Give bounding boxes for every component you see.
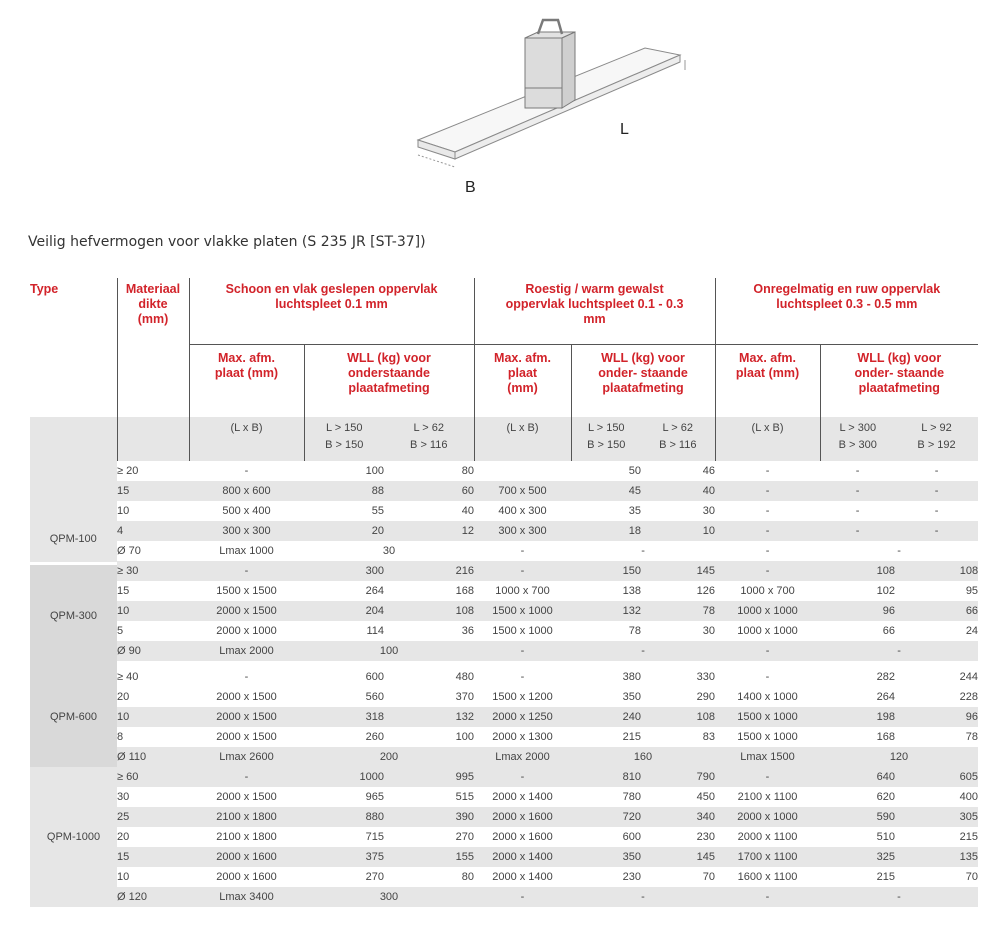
- table-cell: 715: [365, 831, 384, 843]
- table-cell: 400: [959, 791, 978, 803]
- type-label-qpm-300: QPM-300: [49, 610, 98, 622]
- subheader-cell: B > 300: [820, 439, 895, 461]
- table-cell: 78: [965, 731, 978, 743]
- table-cell: 282: [876, 671, 895, 683]
- table-cell: -: [520, 545, 525, 557]
- table-cell: 2000 x 1300: [492, 731, 553, 743]
- table-cell: 1500 x 1200: [492, 691, 553, 703]
- table-row: [30, 727, 978, 747]
- table-row: [30, 687, 978, 707]
- table-cell: 560: [365, 691, 384, 703]
- table-cell: 60: [384, 481, 474, 501]
- subheader-cell: [474, 439, 571, 461]
- table-cell: ≥ 30: [117, 561, 189, 581]
- header-group-clean: Schoon en vlak geslepen oppervlak luchtspleet 0.1 mm: [189, 278, 474, 345]
- table-cell: 15: [117, 847, 189, 867]
- table-cell: 198: [820, 707, 895, 727]
- table-row: [30, 641, 978, 661]
- table-row: [30, 581, 978, 601]
- table-cell: 2000 x 1500: [216, 791, 277, 803]
- table-cell: 2000 x 1600: [492, 831, 553, 843]
- table-cell: 2000 x 1500: [189, 707, 304, 727]
- table-cell: -: [715, 521, 820, 541]
- dimension-label-l: L: [620, 121, 629, 138]
- table-cell: 5: [117, 625, 124, 637]
- table-cell: [474, 461, 571, 481]
- table-cell: 230: [622, 871, 641, 883]
- table-cell: 995: [384, 767, 474, 787]
- table-cell: Ø 90: [117, 641, 189, 661]
- table-cell: 24: [965, 625, 979, 637]
- table-cell: 1500 x 1000: [737, 731, 798, 743]
- table-cell: Lmax 1000: [219, 545, 274, 557]
- table-cell: 1500 x 1000: [715, 707, 820, 727]
- subheader-lxb-2: (L x B): [474, 417, 571, 439]
- table-cell: 15: [117, 481, 189, 501]
- header-max-afm-3: Max. afm. plaat (mm): [715, 345, 820, 418]
- table-cell: -: [571, 887, 715, 907]
- header-group-rusty: Roestig / warm gewalst oppervlak luchtspleet 0.1 - 0.3 mm: [474, 278, 715, 345]
- table-cell: -: [715, 887, 820, 907]
- table-cell: 1000 x 1000: [737, 625, 798, 637]
- type-cell-qpm-600: QPM-600: [30, 667, 117, 767]
- table-cell: 46: [702, 465, 716, 477]
- header-type: Type: [30, 282, 59, 296]
- table-cell: 2000 x 1100: [737, 831, 798, 843]
- table-cell: 325: [820, 847, 895, 867]
- table-cell: 20: [117, 691, 130, 703]
- table-cell: 264: [365, 585, 384, 597]
- table-cell: 20: [304, 521, 384, 541]
- table-row: [30, 481, 978, 501]
- magnet-drawing: [525, 20, 575, 108]
- table-cell: -: [765, 671, 770, 683]
- table-cell: 1600 x 1100: [737, 871, 798, 883]
- table-cell: 370: [455, 691, 474, 703]
- header-max-afm-1: Max. afm. plaat (mm): [189, 345, 304, 418]
- table-cell: 300: [304, 561, 384, 581]
- table-cell: 25: [117, 807, 189, 827]
- subheader-cell: L > 150: [304, 417, 384, 439]
- table-cell: 2100 x 1800: [216, 831, 277, 843]
- table-cell: 600: [365, 671, 384, 683]
- subheader-lxb-1: (L x B): [189, 417, 304, 439]
- table-cell: -: [765, 465, 770, 477]
- table-cell: 114: [366, 625, 384, 637]
- table-cell: Lmax 3400: [189, 887, 304, 907]
- table-cell: 1000 x 700: [495, 585, 550, 597]
- table-cell: 390: [384, 807, 474, 827]
- table-cell: 168: [455, 585, 475, 597]
- table-cell: 10: [117, 601, 189, 621]
- table-cell: 700 x 500: [474, 481, 571, 501]
- table-cell: 380: [622, 671, 641, 683]
- subheader-lxb-3: (L x B): [715, 417, 820, 439]
- table-cell: -: [855, 505, 860, 517]
- table-cell: -: [820, 641, 978, 661]
- table-cell: -: [189, 561, 304, 581]
- table-cell: 300 x 300: [474, 521, 571, 541]
- plate-diagram: [400, 0, 700, 200]
- table-row: [30, 501, 978, 521]
- header-wll-2: WLL (kg) voor onder- staande plaatafmeting: [571, 345, 715, 418]
- table-title: Veilig hefvermogen voor vlakke platen (S 235 JR [ST-37]): [28, 234, 426, 250]
- table-cell: 2000 x 1600: [189, 847, 304, 867]
- table-cell: 270: [455, 831, 474, 843]
- table-cell: -: [571, 641, 715, 661]
- subheader-cell: B > 116: [641, 439, 715, 461]
- table-row: [30, 787, 978, 807]
- subheader-cell: L > 150: [571, 417, 641, 439]
- subheader-cell: L > 92: [895, 417, 978, 439]
- table-cell: -: [715, 561, 820, 581]
- table-cell: ≥ 40: [117, 671, 139, 683]
- table-cell: 2000 x 1500: [216, 731, 277, 743]
- table-cell: 318: [304, 707, 384, 727]
- table-cell: -: [244, 671, 249, 683]
- header-wll-1: WLL (kg) voor onderstaande plaatafmeting: [304, 345, 474, 418]
- table-cell: 2000 x 1400: [474, 847, 571, 867]
- table-cell: 620: [876, 791, 895, 803]
- table-cell: Lmax 2000: [189, 641, 304, 661]
- table-cell: 1400 x 1000: [737, 691, 798, 703]
- table-cell: ≥ 60: [117, 767, 189, 787]
- table-cell: -: [820, 481, 895, 501]
- table-cell: 18: [571, 521, 641, 541]
- table-cell: 216: [384, 561, 474, 581]
- type-cell-qpm-1000: QPM-1000: [30, 767, 117, 907]
- table-cell: 102: [876, 585, 896, 597]
- table-cell: 100: [365, 465, 384, 477]
- table-cell: 2000 x 1000: [715, 807, 820, 827]
- table-cell: 810: [571, 767, 641, 787]
- table-cell: 10: [117, 871, 130, 883]
- table-row: [30, 621, 978, 641]
- table-cell: 600: [622, 831, 641, 843]
- table-cell: 215: [876, 871, 895, 883]
- table-row: [30, 767, 978, 787]
- table-cell: 2000 x 1400: [492, 871, 553, 883]
- table-cell: 780: [622, 791, 641, 803]
- table-cell: 35: [628, 505, 642, 517]
- table-cell: 132: [384, 707, 474, 727]
- table-cell: 1500 x 1000: [492, 625, 553, 637]
- table-cell: 20: [117, 831, 130, 843]
- capacity-table-continued: [30, 667, 978, 907]
- table-cell: 80: [461, 871, 474, 883]
- table-cell: 515: [455, 791, 474, 803]
- table-cell: 108: [384, 601, 474, 621]
- subheader-cell: B > 150: [571, 439, 641, 461]
- table-cell: Ø 70: [117, 545, 141, 557]
- header-row-1: [30, 278, 978, 345]
- header-material-thickness: Materiaal dikte (mm): [117, 278, 189, 417]
- table-row: [30, 827, 978, 847]
- table-cell: 228: [959, 691, 978, 703]
- table-cell: 300 x 300: [189, 521, 304, 541]
- table-cell: 300: [304, 887, 474, 907]
- table-cell: 78: [628, 625, 642, 637]
- table-cell: 30: [702, 505, 716, 517]
- table-cell: 264: [876, 691, 895, 703]
- table-cell: 135: [895, 847, 978, 867]
- table-cell: 10: [641, 521, 715, 541]
- subheader-cell: L > 300: [820, 417, 895, 439]
- table-cell: 15: [117, 585, 130, 597]
- table-cell: Lmax 2000: [474, 747, 571, 767]
- table-cell: Ø 110: [117, 747, 189, 767]
- subheader-row-1: [30, 417, 978, 439]
- table-cell: -: [189, 767, 304, 787]
- table-cell: 240: [571, 707, 641, 727]
- table-cell: 10: [117, 505, 130, 517]
- table-cell: 88: [304, 481, 384, 501]
- table-cell: 375: [304, 847, 384, 867]
- table-cell: 204: [304, 601, 384, 621]
- table-cell: 720: [571, 807, 641, 827]
- header-max-afm-2: Max. afm. plaat (mm): [474, 345, 571, 418]
- table-cell: 45: [571, 481, 641, 501]
- table-cell: -: [474, 641, 571, 661]
- table-cell: 30: [702, 625, 716, 637]
- table-cell: 2000 x 1500: [216, 691, 277, 703]
- table-cell: 2000 x 1600: [474, 807, 571, 827]
- table-cell: 215: [959, 831, 978, 843]
- table-cell: 260: [365, 731, 384, 743]
- table-cell: 36: [461, 625, 475, 637]
- table-cell: 2000 x 1500: [189, 601, 304, 621]
- table-cell: 160: [571, 747, 715, 767]
- table-cell: 2000 x 1600: [216, 871, 277, 883]
- table-cell: 66: [895, 601, 978, 621]
- table-cell: 2000 x 1250: [474, 707, 571, 727]
- table-cell: 126: [696, 585, 716, 597]
- table-cell: -: [897, 545, 901, 557]
- table-cell: 1500 x 1500: [216, 585, 277, 597]
- table-cell: 145: [641, 847, 715, 867]
- table-cell: -: [820, 887, 978, 907]
- table-cell: 450: [696, 791, 715, 803]
- table-cell: 132: [571, 601, 641, 621]
- table-cell: 10: [117, 707, 189, 727]
- table-cell: 1000 x 700: [740, 585, 795, 597]
- table-cell: 150: [571, 561, 641, 581]
- table-cell: 965: [365, 791, 384, 803]
- table-cell: ≥ 20: [117, 465, 139, 477]
- table-cell: Lmax 1500: [715, 747, 820, 767]
- table-cell: 640: [820, 767, 895, 787]
- table-cell: -: [934, 505, 939, 517]
- table-cell: 305: [895, 807, 978, 827]
- table-row: [30, 707, 978, 727]
- table-cell: 70: [702, 871, 715, 883]
- table-cell: 12: [384, 521, 474, 541]
- table-cell: 96: [895, 707, 978, 727]
- table-cell: 108: [820, 561, 895, 581]
- table-cell: 270: [365, 871, 384, 883]
- table-cell: 2000 x 1400: [492, 791, 553, 803]
- table-row: [30, 667, 978, 687]
- table-cell: 80: [461, 465, 475, 477]
- table-cell: 790: [641, 767, 715, 787]
- table-cell: 40: [461, 505, 475, 517]
- table-cell: 145: [641, 561, 715, 581]
- subheader-blank: [117, 417, 189, 461]
- type-cell-qpm-100: QPM-100: [30, 417, 117, 661]
- table-cell: 66: [882, 625, 896, 637]
- table-cell: -: [715, 767, 820, 787]
- table-cell: 230: [696, 831, 715, 843]
- table-cell: Lmax 2600: [189, 747, 304, 767]
- subheader-cell: B > 192: [895, 439, 978, 461]
- table-cell: 330: [696, 671, 715, 683]
- table-cell: 1500 x 1000: [474, 601, 571, 621]
- table-cell: 400 x 300: [498, 505, 547, 517]
- table-cell: -: [474, 561, 571, 581]
- table-cell: 510: [876, 831, 895, 843]
- table-cell: -: [715, 481, 820, 501]
- table-cell: 8: [117, 731, 124, 743]
- table-cell: 350: [622, 691, 641, 703]
- table-cell: 40: [641, 481, 715, 501]
- table-cell: 1000 x 1000: [715, 601, 820, 621]
- table-cell: 800 x 600: [189, 481, 304, 501]
- table-cell: 95: [965, 585, 979, 597]
- table-cell: 108: [895, 561, 978, 581]
- table-cell: -: [934, 465, 939, 477]
- table-cell: 1700 x 1100: [715, 847, 820, 867]
- table-row: [30, 747, 978, 767]
- table-cell: 155: [384, 847, 474, 867]
- table-cell: 244: [959, 671, 978, 683]
- table-cell: 480: [455, 671, 474, 683]
- table-cell: 2100 x 1800: [189, 807, 304, 827]
- table-cell: 290: [696, 691, 715, 703]
- table-cell: 2100 x 1100: [737, 791, 798, 803]
- table-cell: -: [715, 641, 820, 661]
- subheader-cell: B > 150: [304, 439, 384, 461]
- table-cell: 215: [622, 731, 641, 743]
- table-row: [30, 541, 978, 561]
- table-cell: -: [474, 887, 571, 907]
- table-cell: 78: [641, 601, 715, 621]
- table-row: [30, 887, 978, 907]
- table-cell: 30: [382, 545, 396, 557]
- table-row: [30, 561, 978, 581]
- capacity-table: [30, 278, 978, 661]
- table-cell: -: [520, 671, 525, 683]
- table-cell: 200: [304, 747, 474, 767]
- table-cell: 1000: [304, 767, 384, 787]
- table-row: [30, 807, 978, 827]
- table-cell: -: [641, 545, 645, 557]
- table-cell: 138: [622, 585, 642, 597]
- type-cell-qpm-300: [30, 562, 117, 667]
- subheader-cell: L > 62: [641, 417, 715, 439]
- table-cell: 880: [304, 807, 384, 827]
- header-wll-3: WLL (kg) voor onder- staande plaatafmeting: [820, 345, 978, 418]
- header-group-rough: Onregelmatig en ruw oppervlak luchtspleet 0.3 - 0.5 mm: [715, 278, 978, 345]
- table-cell: 590: [820, 807, 895, 827]
- table-cell: -: [765, 505, 770, 517]
- table-cell: 120: [820, 747, 978, 767]
- table-cell: -: [820, 521, 895, 541]
- table-row: [30, 601, 978, 621]
- table-cell: 340: [641, 807, 715, 827]
- table-cell: -: [855, 465, 860, 477]
- table-cell: 2000 x 1000: [216, 625, 277, 637]
- table-cell: 55: [371, 505, 384, 517]
- table-cell: 70: [965, 871, 978, 883]
- table-cell: 100: [455, 731, 474, 743]
- table-cell: 168: [876, 731, 895, 743]
- subheader-cell: [189, 439, 304, 461]
- table-cell: 83: [702, 731, 715, 743]
- table-cell: 50: [628, 465, 642, 477]
- table-cell: -: [895, 521, 978, 541]
- table-cell: 4: [117, 521, 189, 541]
- table-row: [30, 521, 978, 541]
- table-cell: 350: [571, 847, 641, 867]
- table-row: [30, 847, 978, 867]
- table-cell: 96: [820, 601, 895, 621]
- table-cell: -: [244, 465, 249, 477]
- table-cell: 30: [117, 791, 130, 803]
- table-cell: 500 x 400: [222, 505, 271, 517]
- table-cell: 100: [304, 641, 474, 661]
- subheader-cell: [715, 439, 820, 461]
- subheader-cell: L > 62: [384, 417, 474, 439]
- table-cell: -: [765, 545, 770, 557]
- table-cell: Ø 120: [117, 887, 189, 907]
- table-cell: -: [474, 767, 571, 787]
- dimension-label-b: B: [465, 179, 476, 196]
- table-cell: 108: [641, 707, 715, 727]
- table-cell: -: [895, 481, 978, 501]
- table-row: [30, 867, 978, 887]
- table-cell: 605: [895, 767, 978, 787]
- subheader-cell: B > 116: [384, 439, 474, 461]
- table-row: [30, 461, 978, 481]
